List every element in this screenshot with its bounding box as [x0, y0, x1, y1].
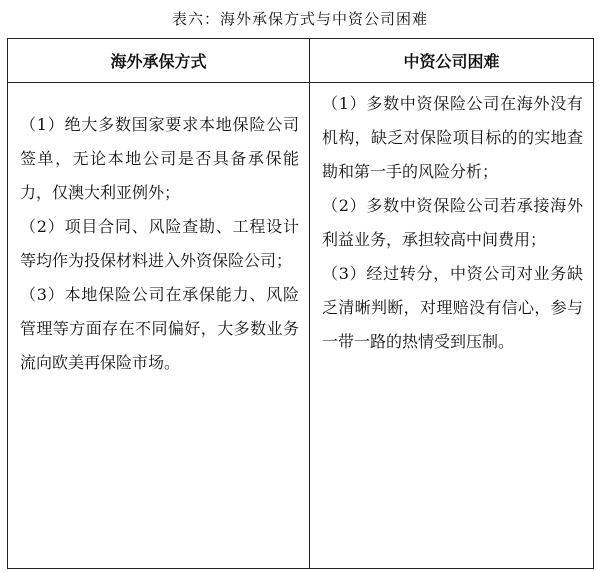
- header-overseas-underwriting: 海外承保方式: [8, 39, 310, 83]
- difficulties-cell: [310, 83, 594, 569]
- difficulty-item-2: （2）多数中资保险公司若承接海外利益业务，承担较高中间费用；: [322, 196, 583, 249]
- content-row: [8, 83, 594, 569]
- difficulty-item-1: （1）多数中资保险公司在海外没有机构，缺乏对保险项目标的的实地查勘和第一手的风险分析；: [322, 94, 583, 181]
- header-chinese-company-difficulties: 中资公司困难: [310, 39, 594, 83]
- table-caption: 表六：海外承保方式与中资公司困难: [171, 10, 428, 28]
- difficulty-item-3: （3）经过转分，中资公司对业务缺乏清晰判断，对理赔没有信心，参与一带一路的热情受到压制。: [322, 264, 583, 351]
- overseas-underwriting-cell: [8, 83, 310, 569]
- comparison-table: [7, 38, 594, 569]
- overseas-item-3: （3）本地保险公司在承保能力、风险管理等方面存在不同偏好，大多数业务流向欧美再保险市场。: [20, 285, 299, 372]
- overseas-item-2: （2）项目合同、风险查勘、工程设计等均作为投保材料进入外资保险公司；: [20, 217, 299, 270]
- header-row: [8, 39, 594, 83]
- overseas-item-1: （1）绝大多数国家要求本地保险公司签单，无论本地公司是否具备承保能力，仅澳大利亚例外；: [20, 115, 299, 202]
